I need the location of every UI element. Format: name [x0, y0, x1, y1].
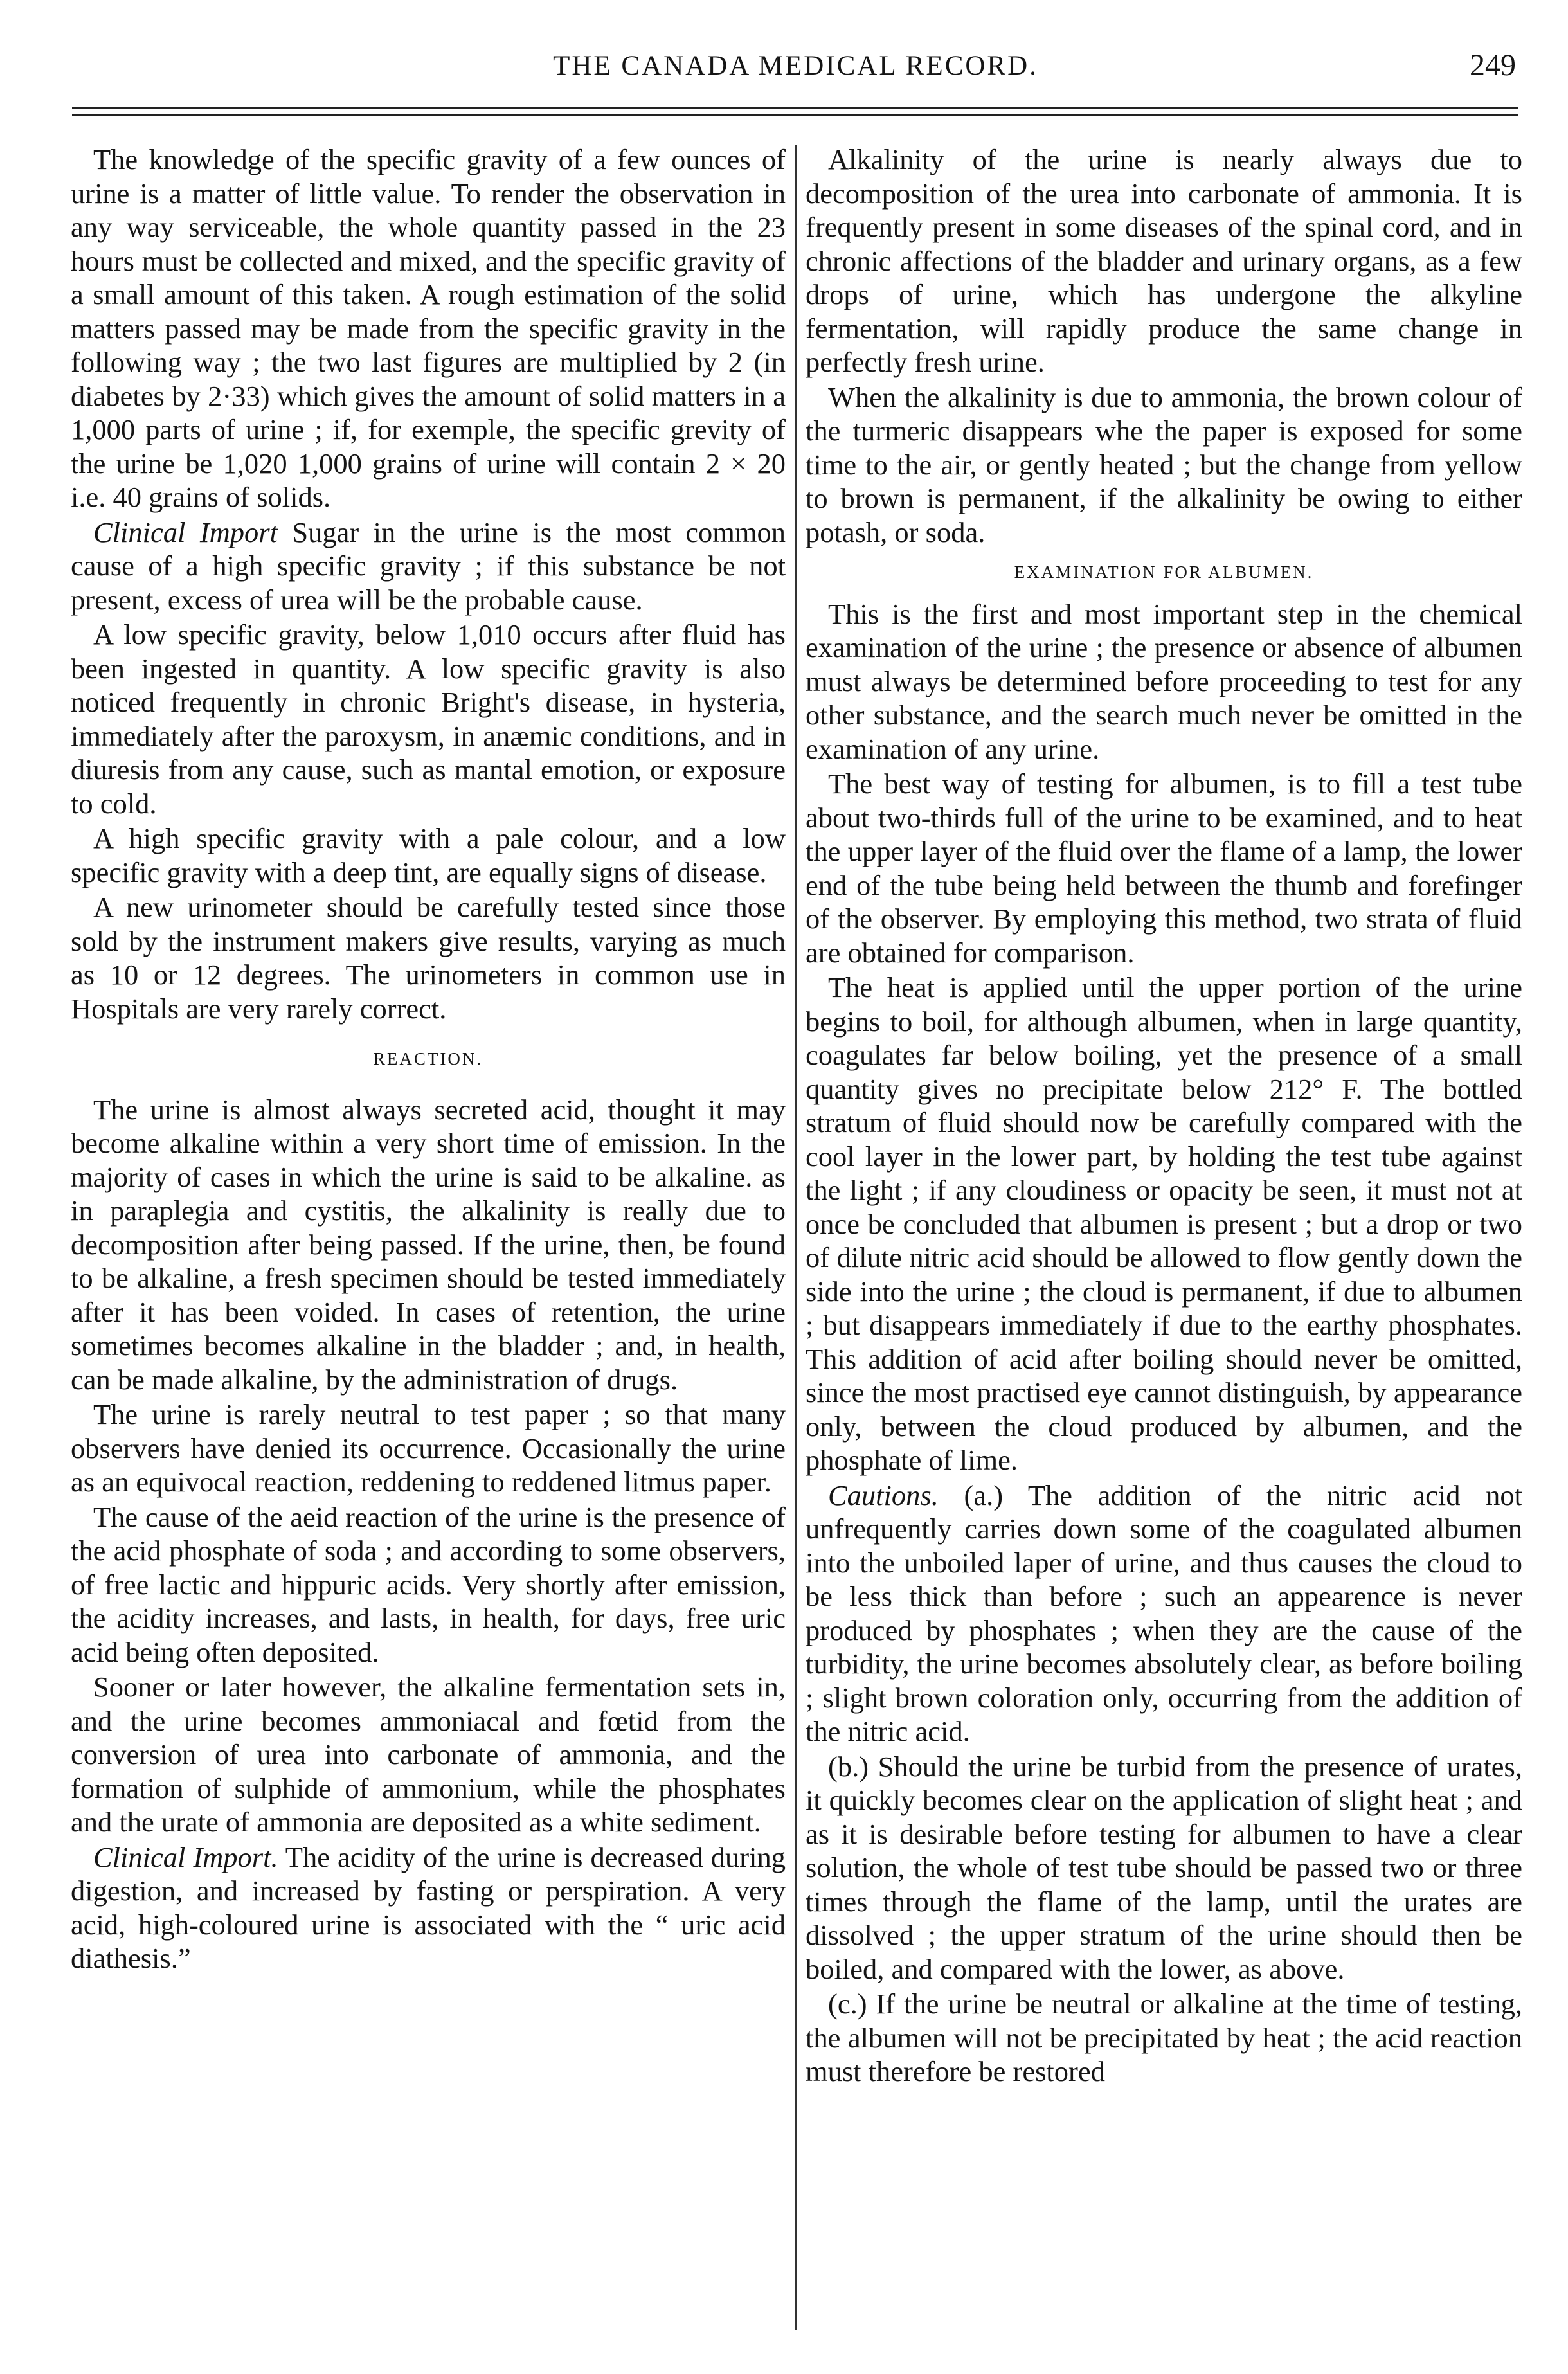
paragraph: The best way of testing for albumen, is to fill a test tube about two-thirds full of the urine to be examined, and to heat the upper layer of the fluid over the flame of a lamp, the lower end of the tube being held between the thumb and forefinger of the observer. By employing this method, two strata of fluid are obtained for comparison.	[806, 768, 1522, 969]
paragraph: The cause of the aeid reaction of the urine is the presence of the acid phosphate of soda ; and according to some observers, of free lactic and hippuric acids. Very shortly after emission, the acidity increases, and lasts, in health, for days, free uric acid being often deposited.	[71, 1500, 786, 1668]
paragraph: Sooner or later however, the alkaline fermentation sets in, and the urine becomes ammoniacal and fœtid from the conversion of urea into carbonate of ammonia, and the formation of sulphide of ammonium, while the phosphates and the urate of ammonia are deposited as a white sediment.	[71, 1671, 786, 1838]
section-heading-reaction: REACTION.	[373, 1049, 483, 1068]
paragraph-text: Sugar in the urine is the most common cause of a high specific gravity ; if this substance be not present, excess of urea will be the probable cause.	[71, 516, 786, 616]
paragraph-lead: Clinical Import.	[93, 1840, 278, 1873]
paragraph: A new urinometer should be carefully tested since those sold by the instrument makers give results, varying as much as 10 or 12 degrees. The urinometers in common use in Hospitals are very rarely correct.	[71, 891, 786, 1025]
right-column	[806, 143, 1522, 2090]
paragraph: (b.) Should the urine be turbid from the presence of urates, it quickly becomes clear on the application of slight heat ; and as it is desirable before testing for albumen to have a clear solution, the whole of test tube should be passed two or three times through the flame of the lamp, until the urates are dissolved ; the upper stratum of the urine should then be boiled, and compared with the lower, as above.	[806, 1750, 1522, 1985]
paragraph: This is the first and most important step in the chemical examination of the urine ; the presence or absence of albumen must always be determined before proceeding to test for any other substance, and the search much never be omitted in the examination of any urine.	[806, 597, 1522, 765]
header-rule	[72, 107, 1518, 109]
section-heading-albumen: EXAMINATION FOR ALBUMEN.	[1014, 562, 1314, 582]
paragraph: A high specific gravity with a pale colour, and a low specific gravity with a deep tint, are equally signs of disease.	[71, 822, 786, 888]
header-rule-thin	[72, 114, 1518, 116]
paragraph-text: (a.) The addition of the nitric acid not unfrequently carries down some of the coagulated albumen into the unboiled laper of urine, and thus causes the cloud to be less thick than before ; such an appearence is never produced by phosphates ; when they are the cause of the turbidity, the urine becomes absolutely clear, as before boiling ; slight brown coloration only, occurring from the addition of the nitric acid.	[806, 1479, 1522, 1747]
paragraph: The knowledge of the specific gravity of a few ounces of urine is a matter of little value. To render the observation in any way serviceable, the whole quantity passed in the 23 hours must be collected and mixed, and the specific gravity of a small amount of this taken. A rough estimation of the solid matters passed may be made from the specific gravity in the following way ; the two last figures are multiplied by 2 (in diabetes by 2·33) which gives the amount of solid matters in a 1,000 parts of urine ; if, for exemple, the specific grevity of the urine be 1,020 1,000 grains of urine will contain 2 × 20 i.e. 40 grains of solids.	[71, 143, 786, 513]
paragraph	[71, 1840, 786, 1975]
paragraph: (c.) If the urine be neutral or alkaline at the time of testing, the albumen will not be precipitated by heat ; the acid reaction must therefore be restored	[806, 1988, 1522, 2087]
paragraph: The urine is almost always secreted acid, thought it may become alkaline within a very short time of emission. In the majority of cases in which the urine is said to be alkaline. as in paraplegia and cystitis, the alkalinity is really due to decomposition after being passed. If the urine, then, be found to be alkaline, a fresh specimen should be tested immediately after it has been voided. In cases of retention, the urine sometimes becomes alkaline in the bladder ; and, in health, can be made alkaline, by the administration of drugs.	[71, 1093, 786, 1396]
paragraph	[71, 516, 786, 617]
paragraph-lead: Clinical Import	[93, 516, 278, 548]
left-column	[71, 143, 786, 1977]
running-header	[74, 45, 1517, 96]
paragraph: A low specific gravity, below 1,010 occurs after fluid has been ingested in quantity. A low specific gravity is also noticed frequently in chronic Bright's disease, in hysteria, immediately after the paroxysm, in anæmic conditions, and in diuresis from any cause, such as mantal emotion, or exposure to cold.	[71, 618, 786, 820]
paragraph: The urine is rarely neutral to test paper ; so that many observers have denied its occurrence. Occasionally the urine as an equivocal reaction, reddening to reddened litmus paper.	[71, 1398, 786, 1498]
page-number: 249	[1470, 48, 1516, 82]
paragraph: Alkalinity of the urine is nearly always due to decomposition of the urea into carbonate of ammonia. It is frequently present in some diseases of the spinal cord, and in chronic affections of the bladder and urinary organs, as a few drops of urine, which has undergone the alkyline fermentation, will rapidly produce the same change in perfectly fresh urine.	[806, 143, 1522, 378]
paragraph-lead: Cautions.	[828, 1479, 939, 1511]
column-divider	[795, 145, 797, 2330]
paragraph	[806, 1479, 1522, 1749]
paragraph: When the alkalinity is due to ammonia, the brown colour of the turmeric disappears whe the paper is exposed for some time to the air, or gently heated ; but the change from yellow to brown is permanent, if the alkalinity be owing to either potash, or soda.	[806, 381, 1522, 548]
paragraph: The heat is applied until the upper portion of the urine begins to boil, for although albumen, when in large quantity, coagulates far below boiling, yet the presence of a small quantity gives no precipitate below 212° F. The bottled stratum of fluid should now be carefully compared with the cool layer in the lower part, by holding the test tube against the light ; if any cloudiness or opacity be seen, it must not at once be concluded that albumen is present ; but a drop or two of dilute nitric acid should be allowed to flow gently down the side into the urine ; the cloud is permanent, if due to albumen ; but disappears immediately if due to the earthy phosphates. This addition of acid after boiling should never be omitted, since the most practised eye cannot distinguish, by appearance only, between the cloud produced by albumen, and the phosphate of lime.	[806, 971, 1522, 1476]
journal-title: THE CANADA MEDICAL RECORD.	[553, 51, 1038, 81]
paragraph-text: The acidity of the urine is decreased during digestion, and increased by fasting or perspiration. A very acid, high-coloured urine is associated with the “ uric acid diathesis.”	[71, 1840, 786, 1974]
